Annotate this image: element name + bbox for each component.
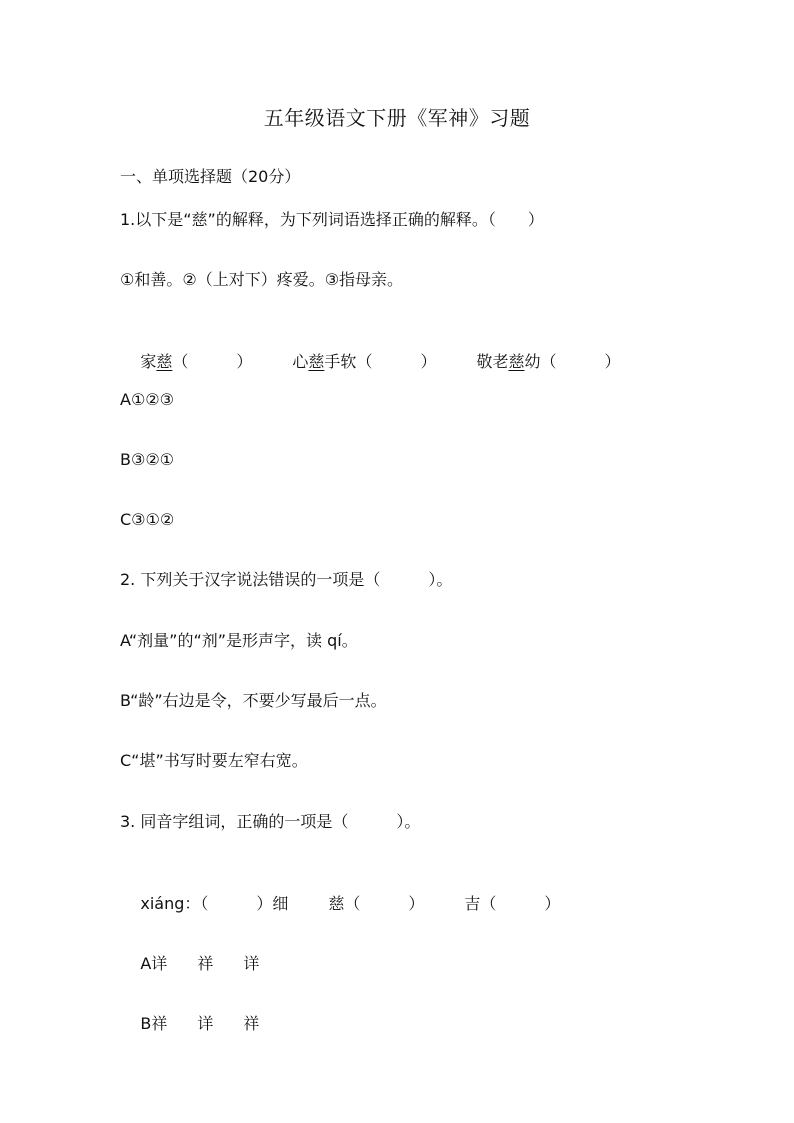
option-item: C“堪”书写时要左窄右宽。 [120,751,308,770]
document-title: 五年级语文下册《军神》习题 [263,106,531,130]
word-item: 家慈（ ） [140,352,253,371]
option-item: A①②③ [120,390,174,409]
option-item: A“剂量”的“剂”是形声字，读 qí。 [120,631,358,650]
option-item: B③②① [120,450,175,469]
option-item: B“龄”右边是令，不要少写最后一点。 [120,691,387,710]
option-item: C③①② [120,510,175,529]
word-item: （ ）细 [200,894,289,913]
pinyin-label: xiáng： [140,894,201,913]
section-heading: 一、单项选择题（20分） [120,167,301,186]
word-item: 慈（ ） [328,894,425,913]
question-1-stem: 1.以下是“慈”的解释，为下列词语选择正确的解释。（ ） [120,210,544,229]
word-item: 心慈手软（ ） [292,352,437,371]
question-1-words [120,329,621,395]
question-1-meanings: ①和善。②（上对下）疼爱。③指母亲。 [120,270,404,289]
word-item: 敬老慈幼（ ） [476,352,621,371]
question-3-items [120,871,560,937]
question-3-stem: 3. 同音字组词，正确的一项是（ ）。 [120,812,421,831]
option-item: B祥 详 祥 [140,1014,260,1033]
question-2-stem: 2. 下列关于汉字说法错误的一项是（ ）。 [120,570,453,589]
option-item: A详 祥 详 [140,954,260,973]
word-item: 吉（ ） [464,894,561,913]
